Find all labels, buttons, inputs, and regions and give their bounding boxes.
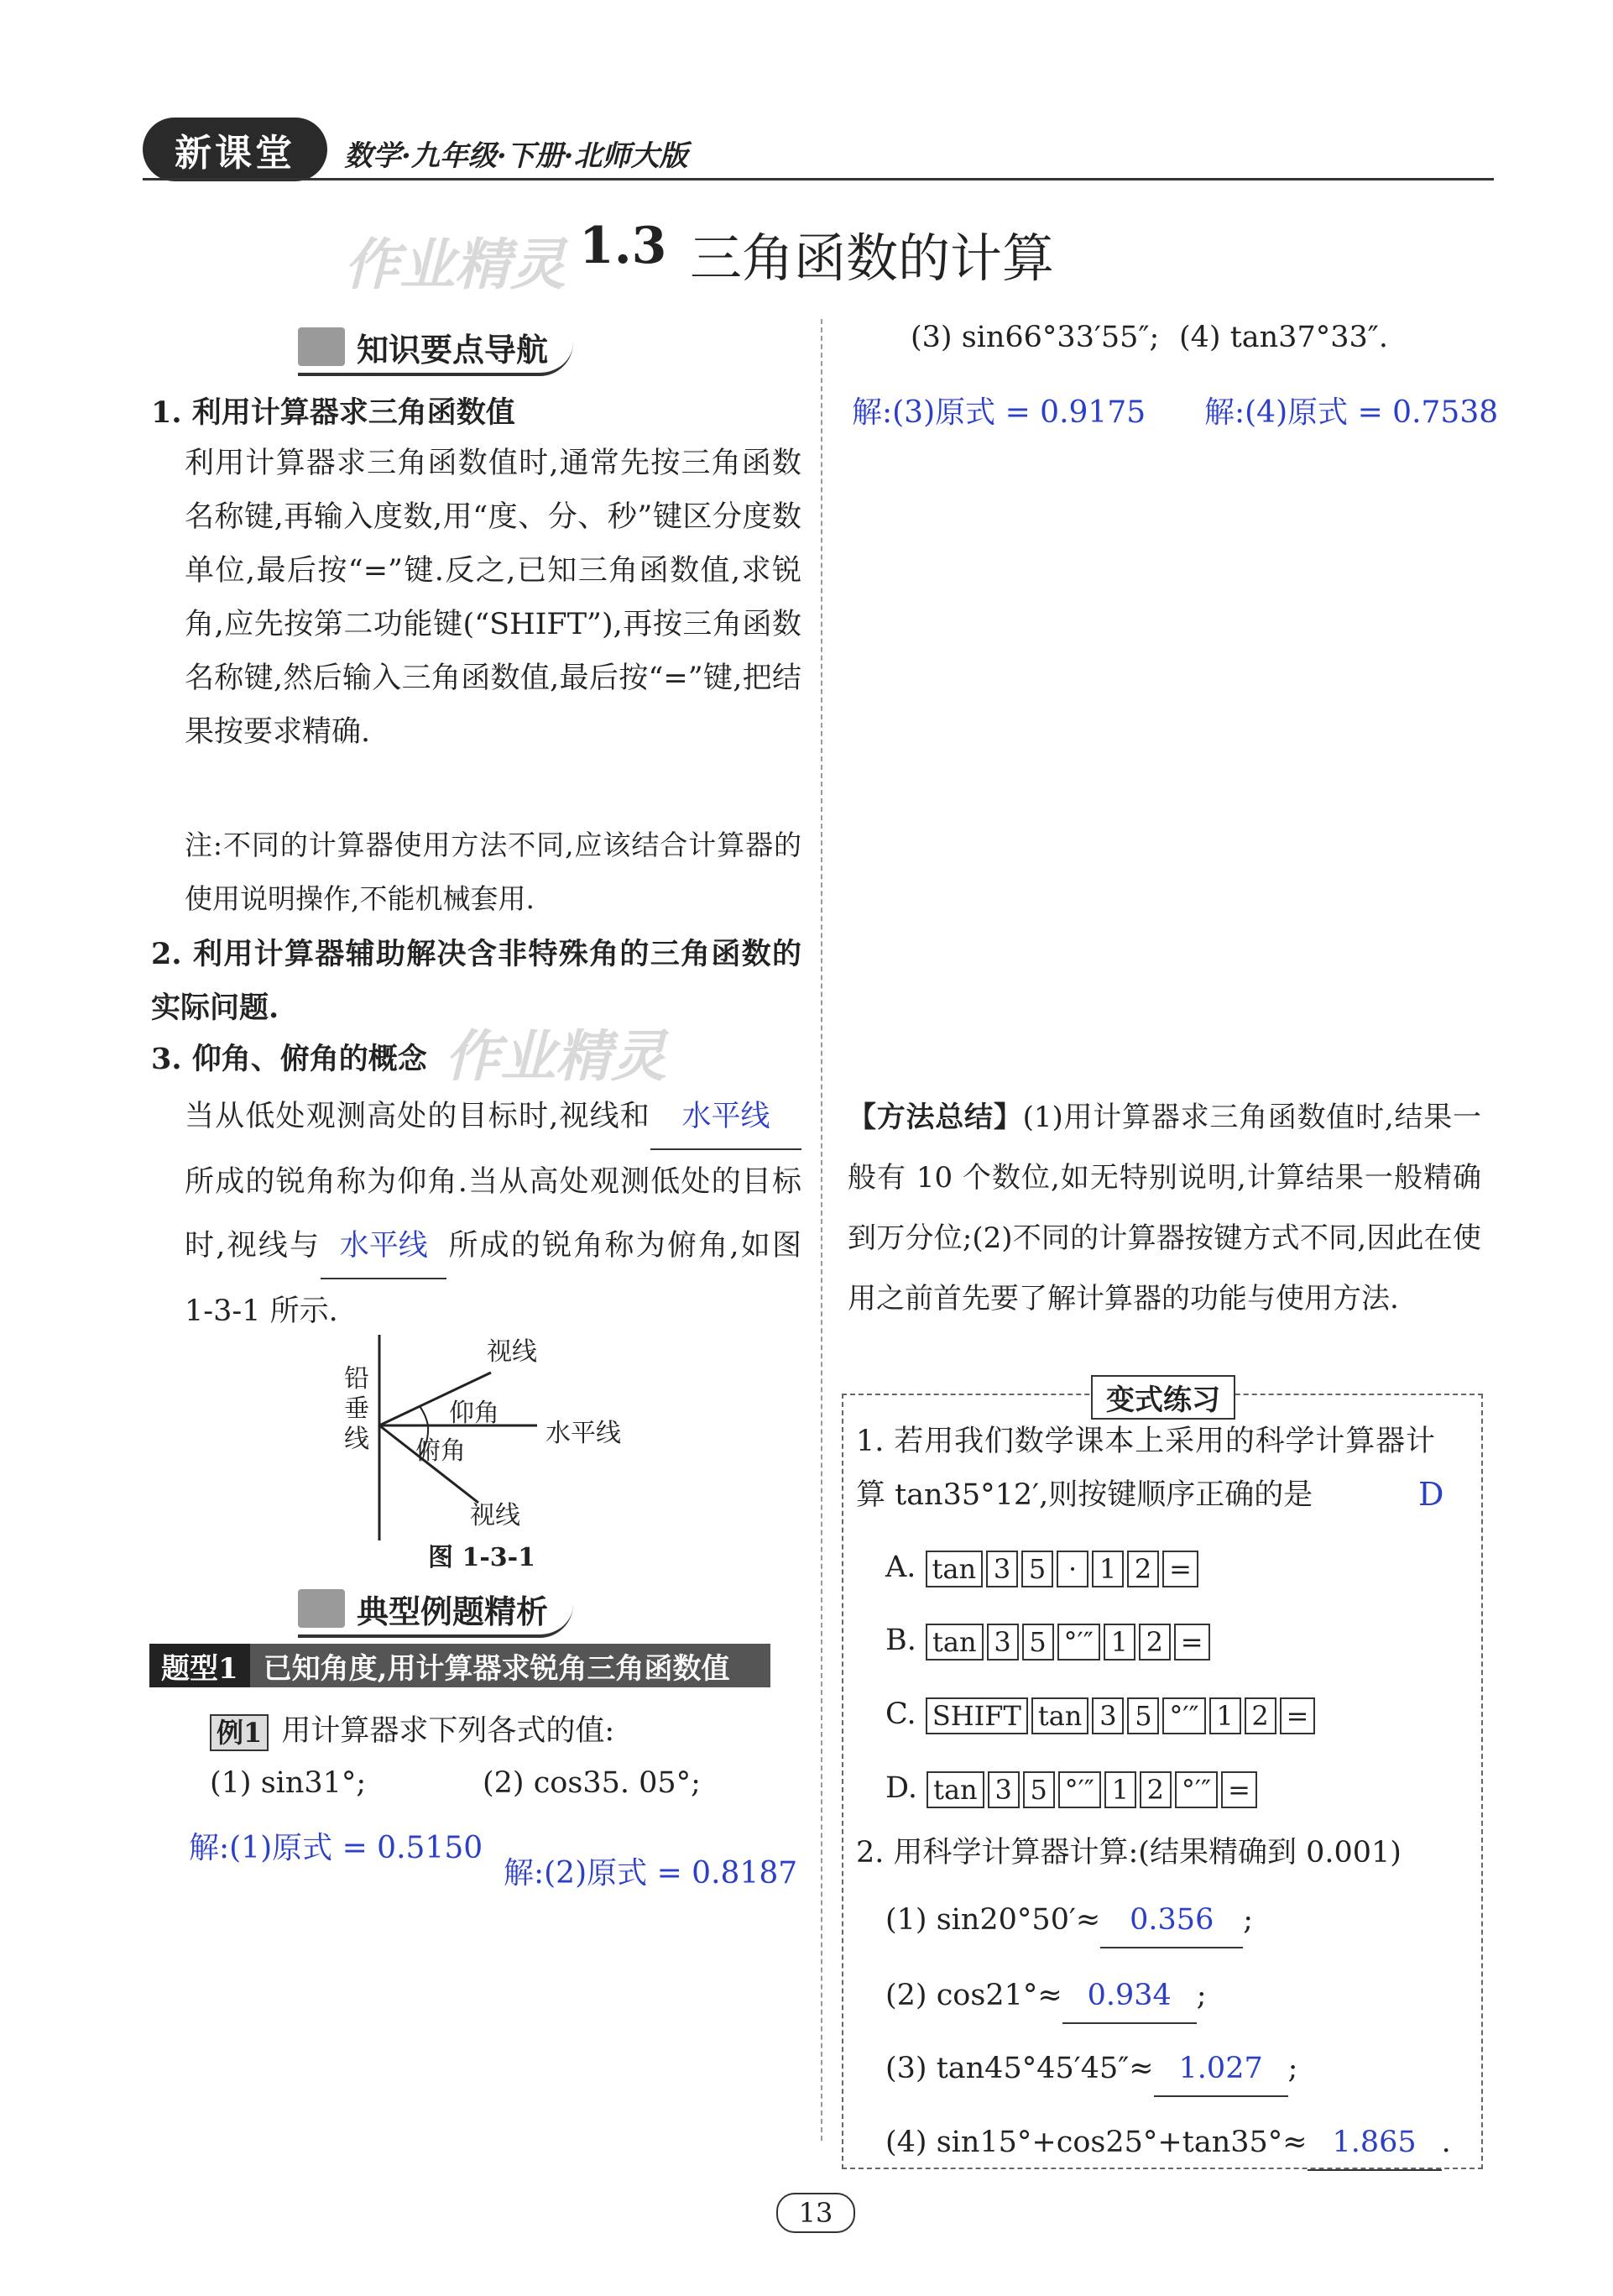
- key-tan: tan: [927, 1771, 984, 1808]
- option-b: [885, 1613, 1214, 1667]
- key-5: 5: [1022, 1624, 1054, 1661]
- page-title: 三角函数的计算: [690, 228, 1055, 289]
- point-1-body: 利用计算器求三角函数值时,通常先按三角函数名称键,再输入度数,用“度、分、秒”键区分度数单位,最后按“=”键.反之,已知三角函数值,求锐角,应先按第二功能键(“SHIFT”),再按三角函数名称键,然后输入三角函数值,最后按“=”键,把结果按要求精确.: [185, 447, 801, 749]
- problem-type-tag: 题型1: [149, 1644, 250, 1687]
- example-q4: (4) tan37°33″.: [1179, 321, 1388, 354]
- method-summary: [848, 1087, 1481, 1329]
- practice-q2-3: [885, 2042, 1297, 2097]
- example-a2: 解:(2)原式 = 0.8187: [504, 1856, 798, 1891]
- practice-q2-4: [885, 2116, 1451, 2171]
- key-1: 1: [1092, 1551, 1124, 1587]
- option-c-label: C.: [885, 1697, 916, 1731]
- method-body: (1)用计算器求三角函数值时,结果一般有 10 个数位,如无特别说明,计算结果一般精确到万分位;(2)不同的计算器按键方式不同,因此在使用之前首先要了解计算器的功能与使用方法.: [848, 1101, 1482, 1315]
- q2-1-semicolon: ;: [1243, 1903, 1254, 1937]
- knowledge-heading-text: 知识要点导航: [357, 330, 549, 369]
- point-3-text-a: 当从低处观测高处的目标时,视线和: [185, 1100, 650, 1133]
- key-3: 3: [987, 1624, 1019, 1661]
- q2-2-semicolon: ;: [1196, 1979, 1207, 2012]
- key-2: 2: [1140, 1771, 1172, 1808]
- key-dot: ·: [1057, 1551, 1088, 1587]
- example-q1: (1) sin31°;: [210, 1766, 367, 1800]
- elevation-arc: [420, 1406, 428, 1425]
- key-3: 3: [986, 1551, 1018, 1587]
- option-a-label: A.: [885, 1551, 916, 1584]
- hand-icon: [298, 1589, 345, 1628]
- bulb-icon: [298, 327, 345, 366]
- q2-2-answer: 0.934: [1062, 1969, 1197, 2024]
- problem-type-title: 已知角度,用计算器求锐角三角函数值: [263, 1651, 730, 1686]
- point-1-note: 注:不同的计算器使用方法不同,应该结合计算器的使用说明操作,不能机械套用.: [185, 829, 801, 915]
- fill-horizontal-line-2: 水平线: [321, 1214, 446, 1279]
- point-3-title: 3. 仰角、俯角的概念: [151, 1042, 427, 1076]
- column-divider: [821, 319, 822, 2141]
- q2-4-period: .: [1441, 2126, 1451, 2159]
- practice-q1: 1. 若用我们数学课本上采用的科学计算器计算 tan35°12′,则按键顺序正确的是: [856, 1425, 1435, 1512]
- q2-3-semicolon: ;: [1287, 2052, 1298, 2085]
- q2-4-text: (4) sin15°+cos25°+tan35°≈: [885, 2126, 1308, 2159]
- q2-1-answer: 0.356: [1100, 1893, 1243, 1948]
- key-dms: °′″: [1162, 1697, 1205, 1734]
- key-3: 3: [1092, 1697, 1124, 1734]
- key-3: 3: [988, 1771, 1020, 1808]
- header-subtitle: 数学·九年级·下册·北师大版: [344, 139, 688, 173]
- point-2-title: 2. 利用计算器辅助解决含非特殊角的三角函数的实际问题.: [151, 937, 801, 1025]
- key-5: 5: [1021, 1551, 1053, 1587]
- key-equals: =: [1221, 1771, 1257, 1808]
- figure-caption: 图 1-3-1: [428, 1543, 535, 1572]
- key-1: 1: [1209, 1697, 1241, 1734]
- header-rule: [143, 178, 1494, 180]
- q2-1-text: (1) sin20°50′≈: [885, 1903, 1101, 1937]
- key-dms: °′″: [1057, 1624, 1100, 1661]
- key-5: 5: [1127, 1697, 1159, 1734]
- practice-q2-2: [885, 1969, 1207, 2024]
- option-b-label: B.: [885, 1624, 916, 1657]
- key-tan: tan: [926, 1551, 984, 1587]
- option-d-label: D.: [885, 1771, 917, 1805]
- key-shift: SHIFT: [926, 1697, 1028, 1734]
- point-3-text-b: 所成的锐角称为仰角.当从高处观测低处的目标时,视线与: [185, 1165, 801, 1263]
- option-c: [885, 1687, 1318, 1741]
- key-dms: °′″: [1175, 1771, 1218, 1808]
- q2-2-text: (2) cos21°≈: [885, 1979, 1062, 2012]
- practice-tag: 变式练习: [1091, 1375, 1235, 1420]
- title-watermark: 作业精灵: [344, 232, 566, 297]
- key-dms: °′″: [1058, 1771, 1101, 1808]
- q2-3-text: (3) tan45°45′45″≈: [885, 2052, 1154, 2085]
- practice-q2: 2. 用科学计算器计算:(结果精确到 0.001): [856, 1836, 1402, 1870]
- examples-heading: [298, 1582, 573, 1638]
- point-3-watermark: 作业精灵: [445, 1023, 666, 1089]
- key-2: 2: [1127, 1551, 1159, 1587]
- example-a3: 解:(3)原式 = 0.9175: [852, 395, 1146, 430]
- example-a4: 解:(4)原式 = 0.7538: [1204, 395, 1499, 430]
- example-a1: 解:(1)原式 = 0.5150: [189, 1831, 483, 1865]
- brand-badge: 新课堂: [143, 118, 327, 181]
- practice-q2-1: [885, 1893, 1253, 1948]
- point-3-text-c: 所成的锐角称为俯角,如图 1-3-1 所示.: [185, 1229, 801, 1328]
- label-sight-up: 视线: [487, 1337, 537, 1367]
- key-equals: =: [1174, 1624, 1210, 1661]
- option-d: [885, 1761, 1261, 1815]
- fill-horizontal-line-1: 水平线: [650, 1085, 801, 1150]
- label-vertical: 铅垂线: [344, 1364, 369, 1454]
- label-sight-down: 视线: [470, 1501, 520, 1530]
- key-5: 5: [1023, 1771, 1055, 1808]
- key-tan: tan: [926, 1624, 984, 1661]
- example-q2: (2) cos35. 05°;: [483, 1766, 701, 1800]
- label-horizontal: 水平线: [545, 1419, 621, 1448]
- key-1: 1: [1104, 1771, 1136, 1808]
- example-label: 例1: [210, 1714, 269, 1751]
- example-prompt: 用计算器求下列各式的值:: [281, 1714, 615, 1748]
- example-1-line: [210, 1704, 614, 1758]
- key-2: 2: [1245, 1697, 1276, 1734]
- key-equals: =: [1162, 1551, 1198, 1587]
- examples-heading-text: 典型例题精析: [357, 1592, 549, 1630]
- key-tan: tan: [1031, 1697, 1089, 1734]
- option-a: [885, 1540, 1202, 1594]
- section-number: 1.3: [579, 217, 667, 275]
- label-elevation: 仰角: [449, 1399, 499, 1428]
- method-title: 【方法总结】: [848, 1101, 1023, 1134]
- label-depression: 俯角: [415, 1436, 466, 1466]
- problem-type-banner: [149, 1644, 770, 1687]
- point-1-title: 1. 利用计算器求三角函数值: [151, 395, 515, 430]
- q2-3-answer: 1.027: [1154, 2042, 1288, 2097]
- knowledge-heading: [298, 321, 573, 376]
- point-3-body: [185, 1085, 801, 1343]
- practice-q1-answer: D: [1418, 1476, 1444, 1513]
- key-1: 1: [1104, 1624, 1135, 1661]
- page-number: 13: [776, 2193, 855, 2233]
- q2-4-answer: 1.865: [1308, 2116, 1442, 2171]
- example-q3: (3) sin66°33′55″;: [911, 321, 1160, 354]
- key-equals: =: [1280, 1697, 1316, 1734]
- key-2: 2: [1139, 1624, 1171, 1661]
